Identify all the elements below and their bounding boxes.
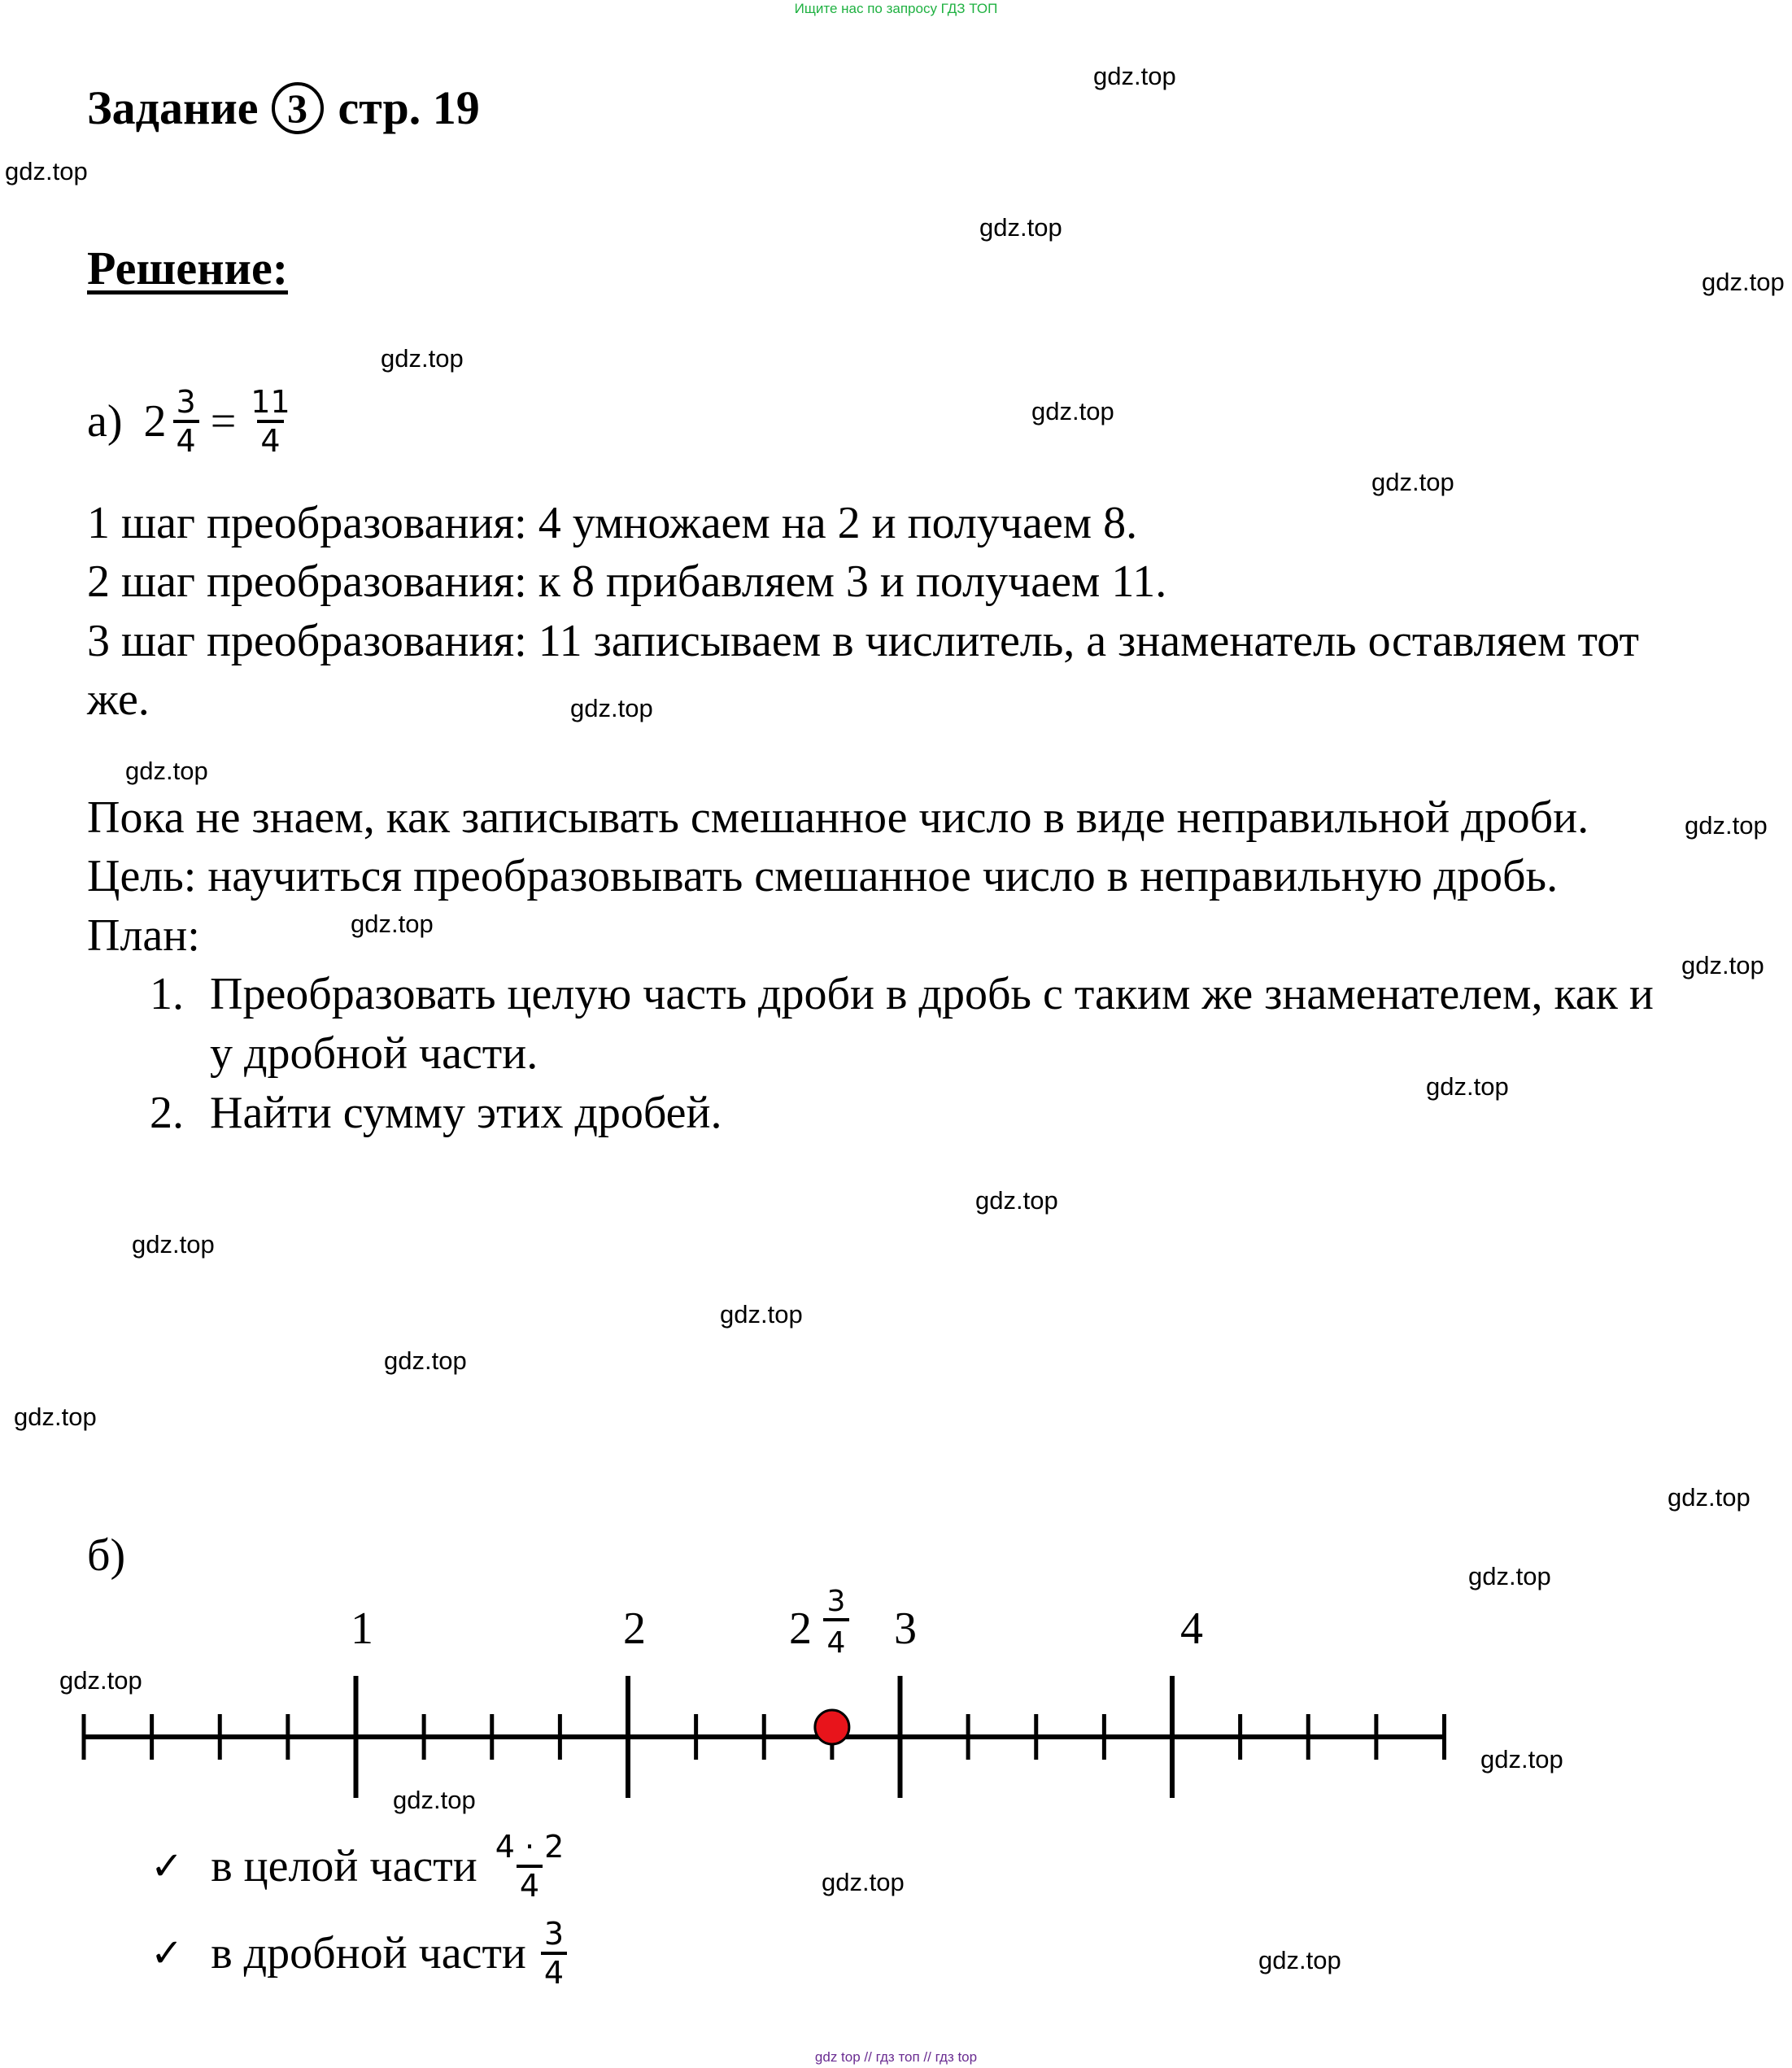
watermark: gdz.top <box>1468 1562 1551 1590</box>
page-title <box>87 81 480 135</box>
checkmark-icon: ✓ <box>150 1931 184 1976</box>
improper-fraction <box>247 384 293 459</box>
check-fraction <box>492 1829 568 1904</box>
point-label-whole: 2 <box>789 1603 812 1654</box>
watermark: gdz.top <box>384 1346 467 1375</box>
bottom-banner: gdz top // гдз топ // гдз top <box>814 2049 978 2065</box>
watermark: gdz.top <box>14 1403 97 1431</box>
step-line: 1 шаг преобразования: 4 умножаем на 2 и получаем 8. <box>87 498 1138 548</box>
goal-statement: Цель: научиться преобразовывать смешанное число в неправильную дробь. <box>87 851 1559 901</box>
fraction-numerator: 4 · 2 <box>495 1829 565 1865</box>
fraction-denominator: 4 <box>517 1865 543 1904</box>
number-line-figure <box>0 1578 1792 1806</box>
watermark: gdz.top <box>822 1868 905 1896</box>
part-b-label: б) <box>87 1530 126 1581</box>
mixed-whole: 2 <box>143 396 167 447</box>
step-line: же. <box>87 674 150 725</box>
check-fraction <box>541 1916 567 1991</box>
plan-item: Преобразовать целую часть дроби в дробь с таким же знаменателем, как и <box>210 969 1654 1019</box>
watermark: gdz.top <box>1093 62 1176 90</box>
watermark: gdz.top <box>5 157 88 185</box>
watermark: gdz.top <box>1371 468 1454 496</box>
task-number-badge: 3 <box>272 82 324 134</box>
part-a-equation <box>87 384 300 459</box>
plan-item-number: 2. <box>150 1088 184 1138</box>
watermark: gdz.top <box>132 1230 215 1259</box>
watermark: gdz.top <box>720 1300 803 1328</box>
fraction-denominator: 4 <box>541 1952 567 1991</box>
check-item <box>150 1829 573 1904</box>
watermark: gdz.top <box>59 1666 142 1695</box>
unit-tick-label: 3 <box>894 1603 917 1654</box>
plan-label: План: <box>87 910 200 961</box>
watermark: gdz.top <box>570 694 653 722</box>
marked-point <box>815 1710 849 1744</box>
solution-heading: Решение: <box>87 242 289 294</box>
watermark: gdz.top <box>1258 1946 1341 1974</box>
watermark: gdz.top <box>979 213 1062 242</box>
point-label-denominator: 4 <box>826 1626 846 1660</box>
watermark: gdz.top <box>125 757 208 785</box>
watermark: gdz.top <box>393 1786 476 1814</box>
unit-tick-label: 1 <box>351 1603 373 1654</box>
tick-marks <box>84 1676 1445 1798</box>
watermark: gdz.top <box>975 1186 1058 1215</box>
check-text: в дробной части <box>211 1928 526 1979</box>
plan-item-number: 1. <box>150 969 184 1019</box>
plan-item: у дробной части. <box>210 1028 538 1079</box>
watermark: gdz.top <box>1426 1072 1509 1101</box>
title-suffix: стр. 19 <box>338 81 480 134</box>
problem-statement: Пока не знаем, как записывать смешанное число в виде неправильной дроби. <box>87 792 1589 843</box>
check-text: в целой части <box>211 1841 477 1891</box>
watermark: gdz.top <box>381 344 464 373</box>
part-a-label: а) <box>87 396 123 447</box>
mixed-fraction <box>173 384 199 459</box>
fraction-denominator: 4 <box>257 420 283 459</box>
watermark: gdz.top <box>1031 397 1114 425</box>
watermark: gdz.top <box>1685 811 1768 840</box>
step-line: 2 шаг преобразования: к 8 прибавляем 3 и получаем 11. <box>87 556 1167 607</box>
top-banner: Ищите нас по запросу ГДЗ ТОП <box>794 1 998 16</box>
watermark: gdz.top <box>351 910 434 938</box>
fraction-numerator: 11 <box>251 384 290 420</box>
title-prefix: Задание <box>87 81 259 134</box>
fraction-denominator: 4 <box>173 420 199 459</box>
watermark: gdz.top <box>1668 1483 1751 1512</box>
watermark: gdz.top <box>1480 1745 1563 1774</box>
fraction-numerator: 3 <box>176 384 196 420</box>
unit-tick-label: 2 <box>623 1603 646 1654</box>
check-item <box>150 1916 573 1991</box>
watermark: gdz.top <box>1681 951 1764 979</box>
step-line: 3 шаг преобразования: 11 записываем в числитель, а знаменатель оставляем тот <box>87 616 1640 666</box>
equals-sign: = <box>210 396 237 447</box>
watermark: gdz.top <box>1702 268 1785 296</box>
unit-tick-label: 4 <box>1180 1603 1203 1654</box>
point-label-numerator: 3 <box>826 1585 846 1618</box>
checkmark-icon: ✓ <box>150 1843 184 1889</box>
plan-item: Найти сумму этих дробей. <box>210 1088 722 1138</box>
fraction-numerator: 3 <box>543 1916 565 1952</box>
